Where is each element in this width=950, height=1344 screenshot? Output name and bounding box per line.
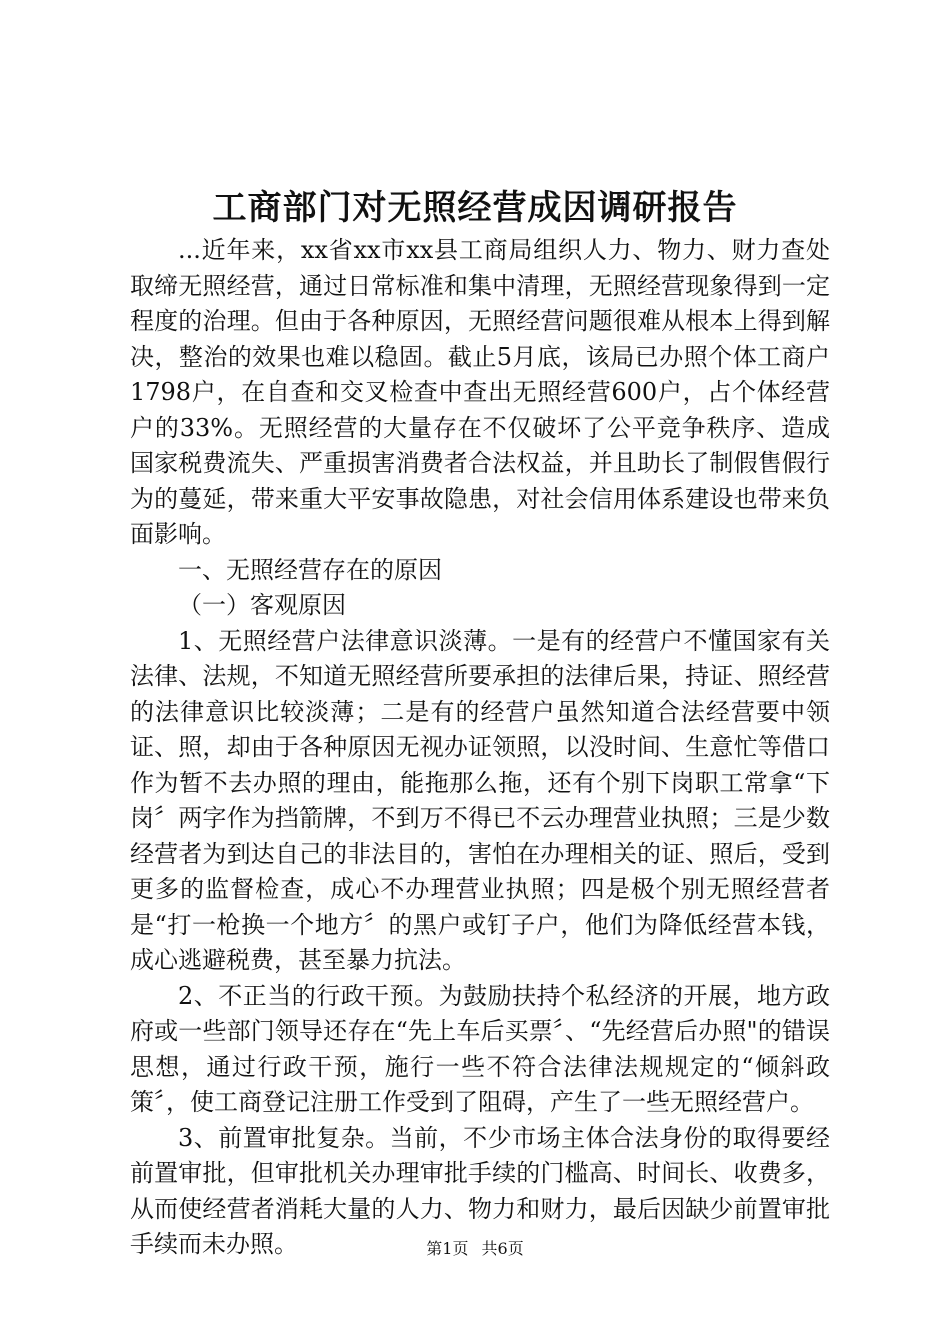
- page-footer: [0, 1237, 950, 1261]
- paragraph-item-2: 2、不正当的行政干预。为鼓励扶持个私经济的开展，地方政府或一些部门领导还存在“先上车后买票〞、“先经营后办照"的错误思想，通过行政干预，施行一些不符合法律法规规定的“倾斜政策〞，使工商登记注册工作受到了阻碍，产生了一些无照经营户。: [130, 981, 830, 1116]
- document-body: [130, 233, 830, 1263]
- paragraph-intro: ...近年来，xx省xx市xx县工商局组织人力、物力、财力查处取缔无照经营，通过日常标准和集中清理，无照经营现象得到一定程度的治理。但由于各种原因，无照经营问题很难从根本上得到解决，整治的效果也难以稳固。截止5月底，该局已办照个体工商户1798户，在自查和交叉检查中查出无照经营600户，占个体经营户的33%。无照经营的大量存在不仅破坏了公平竞争秩序、造成国家税费流失、严重损害消费者合法权益，并且助长了制假售假行为的蔓延，带来重大平安事故隐患，对社会信用体系建设也带来负面影响。: [130, 236, 830, 548]
- section-heading: 一、无照经营存在的原因: [178, 555, 442, 584]
- paragraph-item-3: 3、前置审批复杂。当前，不少市场主体合法身份的取得要经前置审批，但审批机关办理审批手续的门槛高、时间长、收费多，从而使经营者消耗大量的人力、物力和财力，最后因缺少前置审批手续而未办照。: [130, 1123, 830, 1258]
- paragraph-item-1: 1、无照经营户法律意识淡薄。一是有的经营户不懂国家有关法律、法规，不知道无照经营所要承担的法律后果，持证、照经营的法律意识比较淡薄；二是有的经营户虽然知道合法经营要中领证、照，却由于各种原因无视办证领照，以没时间、生意忙等借口作为暂不去办照的理由，能拖那么拖，还有个别下岗职工常拿“下岗〞两字作为挡箭牌，不到万不得已不云办理营业执照；三是少数经营者为到达自己的非法目的，害怕在办理相关的证、照后，受到更多的监督检查，成心不办理营业执照；四是极个别无照经营者是“打一枪换一个地方〞的黑户或钉子户，他们为降低经营本钱，成心逃避税费，甚至暴力抗法。: [130, 626, 830, 974]
- page-total: 共6页: [481, 1239, 524, 1258]
- page-number: 第1页: [426, 1239, 469, 1258]
- document-title: 工商部门对无照经营成因调研报告: [212, 188, 738, 228]
- subsection-heading: （一）客观原因: [178, 591, 346, 619]
